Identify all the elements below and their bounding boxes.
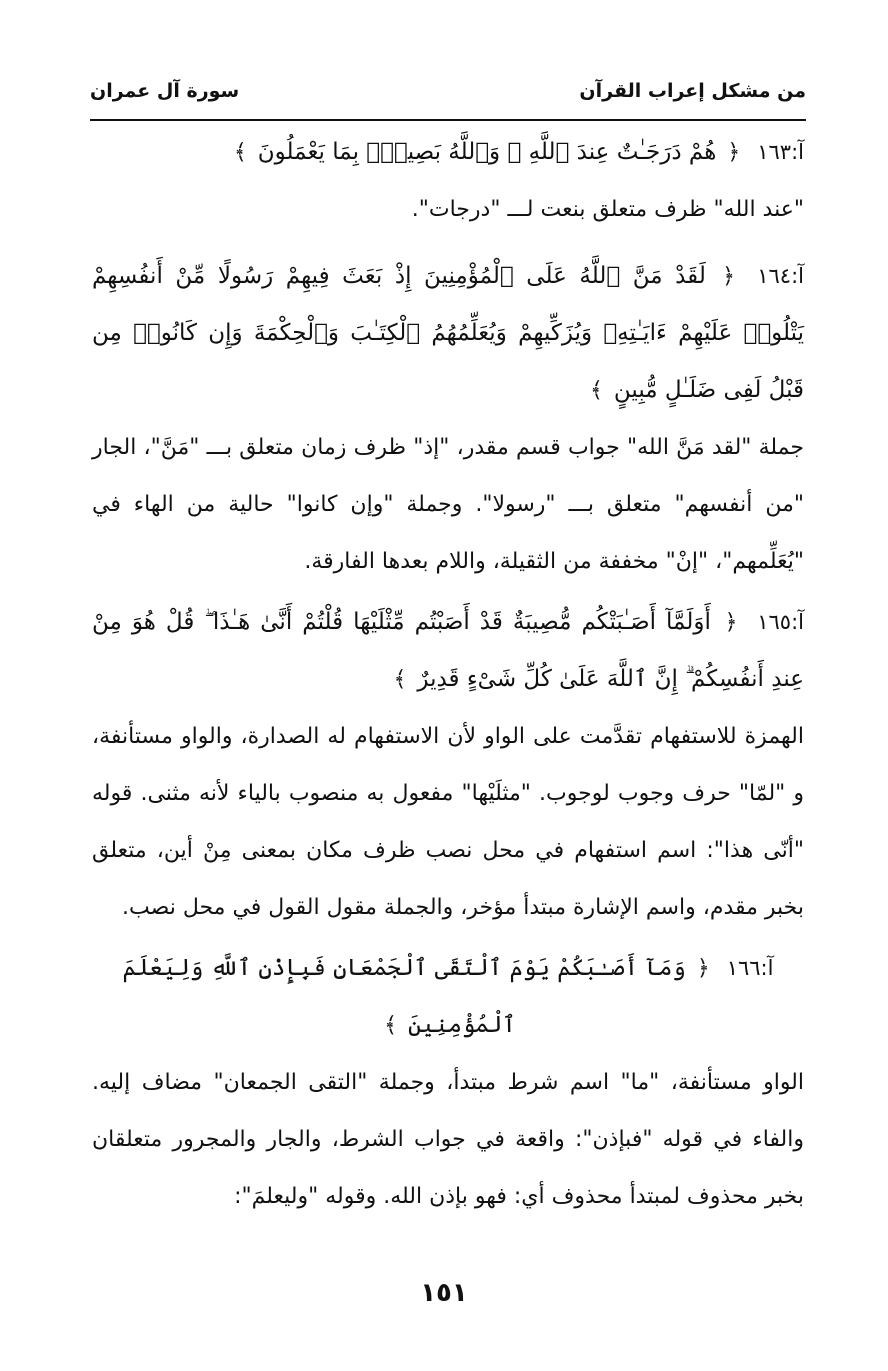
commentary-paragraph: جملة "لقد مَنَّ الله" جواب قسم مقدر، "إذ" ظرف زمان متعلق بـــ "مَنَّ"، الجار "من أنفسهم" متعلق بـــ "رسولا". وجملة "وإن كانوا" حالية من الهاء في "يُعَلِّمهم"، "إنْ" مخففة من الثقيلة، واللام بعدها الفارقة.	[92, 435, 804, 574]
ornate-bracket-open: ﴿	[696, 956, 710, 981]
commentary-paragraph: الواو مستأنفة، "ما" اسم شرط مبتدأ، وجملة "التقى الجمعان" مضاف إليه. والفاء في قوله "فبإذن": واقعة في جواب الشرط، والجار والمجرور متعلقان بخبر محذوف لمبتدأ محذوف أي: فهو بإذن الله. وقوله "وليعلمَ":	[92, 1070, 804, 1209]
quran-verse-164	[92, 248, 804, 419]
verse-reference: آ:١٦٣	[757, 140, 804, 164]
ornate-bracket-open: ﴿	[724, 610, 738, 635]
verse-reference: آ:١٦٤	[757, 264, 805, 288]
verse-text: أَوَلَمَّآ أَصَـٰبَتْكُم مُّصِيبَةٌ قَدْ أَصَبْتُم مِّثْلَيْهَا قُلْتُمْ أَنَّىٰ هَـٰذَا ۖ قُلْ هُوَ مِنْ عِندِ أَنفُسِكُمْ ۗ إِنَّ ٱللَّهَ عَلَىٰ كُلِّ شَىْءٍ قَدِيرٌ	[92, 609, 804, 692]
commentary-paragraph: "عند الله" ظرف متعلق بنعت لـــ "درجات".	[411, 197, 804, 222]
ornate-bracket-close: ﴾	[590, 378, 603, 403]
ornate-bracket-close: ﴾	[384, 1013, 398, 1038]
page-number: ١٥١	[420, 1278, 468, 1308]
quran-verse-165	[92, 594, 804, 708]
quran-verse-166	[92, 940, 804, 1054]
page-body	[92, 124, 804, 1225]
quran-verse-163	[92, 124, 804, 181]
surah-title: سورة آل عمران	[90, 80, 240, 102]
verse-text: لَقَدْ مَنَّ ٱللَّهُ عَلَى ٱلْمُؤْمِنِينَ إِذْ بَعَثَ فِيهِمْ رَسُولًا مِّنْ أَنفُسِهِمْ يَتْلُوا۟ عَلَيْهِمْ ءَايَـٰتِهِۦ وَيُزَكِّيهِمْ وَيُعَلِّمُهُمُ ٱلْكِتَـٰبَ وَٱلْحِكْمَةَ وَإِن كَانُوا۟ مِن قَبْلُ لَفِى ضَلَـٰلٍ مُّبِينٍ	[92, 263, 804, 403]
ornate-bracket-open: ﴿	[722, 264, 735, 289]
commentary-paragraph: الهمزة للاستفهام تقدَّمت على الواو لأن الاستفهام له الصدارة، والواو مستأنفة، و "لمّا" حرف وجوب لوجوب. "مثلَيْها" مفعول به منصوب بالياء لأنه مثنى. قوله "أنّى هذا": اسم استفهام في محل نصب ظرف مكان بمعنى مِنْ أين، متعلق بخبر مقدم، واسم الإشارة مبتدأ مؤخر، والجملة مقول القول في محل نصب.	[92, 724, 804, 920]
verse-reference: آ:١٦٥	[757, 610, 804, 634]
book-title: من مشكل إعراب القرآن	[579, 80, 806, 102]
verse-text: هُمْ دَرَجَـٰتٌ عِندَ ٱللَّهِ ۗ وَٱللَّهُ بَصِيرٌۢ بِمَا يَعْمَلُونَ	[257, 139, 717, 165]
running-header	[90, 78, 806, 116]
ornate-bracket-close: ﴾	[393, 667, 407, 692]
verse-text: وَمَآ أَصَـٰبَكُمْ يَوْمَ ٱلْتَقَى ٱلْجَمْعَانِ فَبِإِذْنِ ٱللَّهِ وَلِيَعْلَمَ ٱلْمُؤْمِنِينَ	[122, 955, 686, 1038]
header-divider	[90, 119, 806, 121]
verse-reference: آ:١٦٦	[726, 956, 774, 980]
ornate-bracket-close: ﴾	[233, 140, 247, 165]
ornate-bracket-open: ﴿	[727, 140, 741, 165]
